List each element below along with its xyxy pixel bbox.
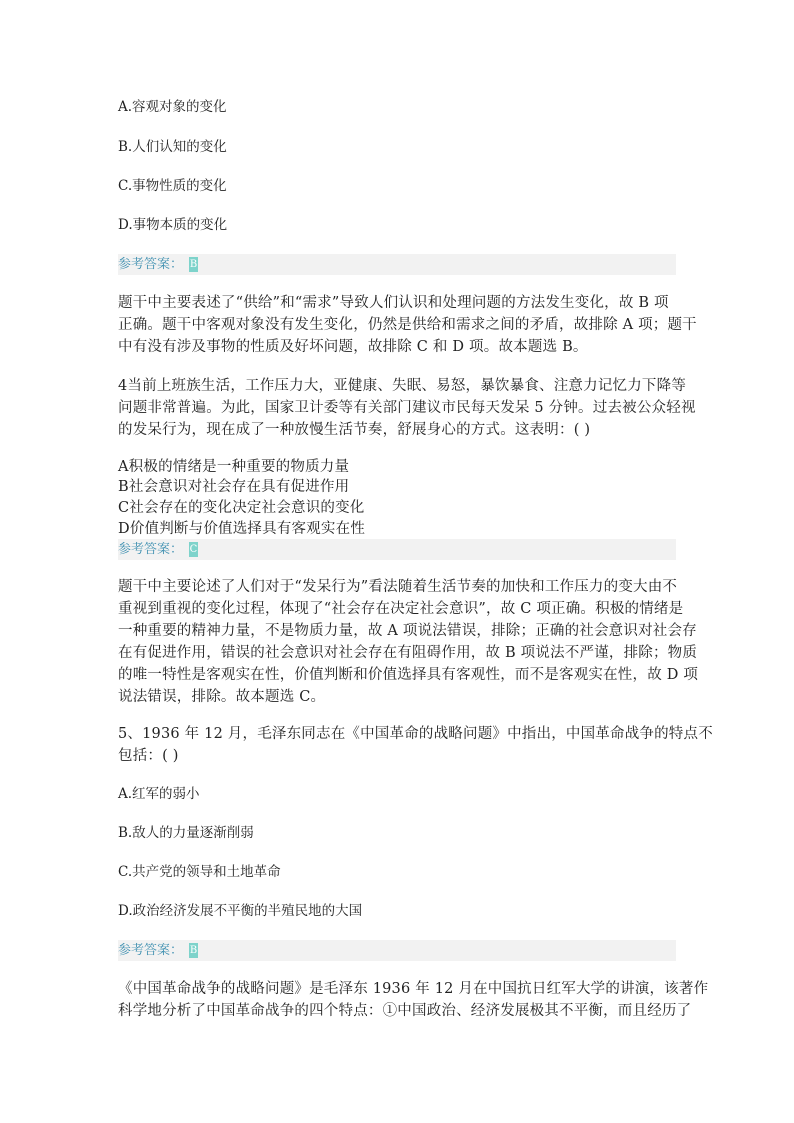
q4-explanation-line: 说法错误，排除。故本题选 C。 [118, 689, 326, 705]
answer-label: 参考答案： [118, 542, 184, 557]
q4-explanation-line: 重视到重视的变化过程，体现了“社会存在决定社会意识”，故 C 项正确。积极的情绪是 [118, 601, 684, 617]
answer-key: B [189, 945, 198, 956]
q3-option-d: D.事物本质的变化 [118, 217, 228, 233]
q5-stem-line: 包括：( ) [118, 748, 179, 764]
q3-option-a: A.容观对象的变化 [118, 99, 227, 115]
q5-option-d: D.政治经济发展不平衡的半殖民地的大国 [118, 903, 363, 919]
answer-label: 参考答案： [118, 943, 184, 958]
q4-explanation-line: 在有促进作用，错误的社会意识对社会存在有阻碍作用，故 B 项说法不严谨，排除；物质 [118, 645, 698, 661]
q4-option-d: D价值判断与价值选择具有客观实在性 [118, 521, 366, 537]
q4-answer-bar [118, 539, 676, 560]
q3-option-c: C.事物性质的变化 [118, 178, 227, 194]
q4-explanation-line: 题干中主要论述了人们对于“发呆行为”看法随着生活节奏的加快和工作压力的变大由不 [118, 579, 678, 595]
q3-answer-bar [118, 254, 676, 275]
q5-answer-bar [118, 940, 676, 961]
q4-explanation-line: 的唯一特性是客观实在性，价值判断和价值选择具有客观性，而不是客观实在性，故 D 项 [118, 667, 699, 683]
q4-stem-line: 4当前上班族生活，工作压力大，亚健康、失眠、易怒，暴饮暴食、注意力记忆力下降等 [118, 378, 687, 394]
q3-explanation-line: 正确。题干中客观对象没有发生变化，仍然是供给和需求之间的矛盾，故排除 A 项；题干 [118, 317, 697, 333]
answer-label: 参考答案： [118, 257, 184, 272]
q4-explanation-line: 一种重要的精神力量，不是物质力量，故 A 项说法错误，排除；正确的社会意识对社会存 [118, 623, 697, 639]
q5-stem-line: 5、1936 年 12 月，毛泽东同志在《中国革命的战略问题》中指出，中国革命战争的特点不 [118, 726, 713, 742]
q5-option-a: A.红军的弱小 [118, 786, 200, 802]
q4-option-c: C社会存在的变化决定社会意识的变化 [118, 500, 365, 516]
q5-option-b: B.敌人的力量逐渐削弱 [118, 825, 254, 841]
q3-explanation-line: 题干中主要表述了“供给”和“需求”导致人们认识和处理问题的方法发生变化，故 B 项 [118, 295, 669, 311]
answer-key: B [189, 259, 198, 270]
answer-key: C [189, 544, 198, 555]
q4-option-a: A积极的情绪是一种重要的物质力量 [118, 459, 350, 475]
q3-option-b: B.人们认知的变化 [118, 139, 227, 155]
q4-stem-line: 问题非常普遍。为此，国家卫计委等有关部门建议市民每天发呆 5 分钟。过去被公众轻视 [118, 400, 696, 416]
q5-option-c: C.共产党的领导和土地革命 [118, 864, 281, 880]
q4-option-b: B社会意识对社会存在具有促进作用 [118, 479, 350, 495]
q5-explanation-line: 科学地分析了中国革命战争的四个特点：①中国政治、经济发展极其不平衡，而且经历了 [118, 1003, 692, 1019]
q4-stem-line: 的发呆行为，现在成了一种放慢生活节奏，舒展身心的方式。这表明：( ) [118, 422, 591, 438]
q5-explanation-line: 《中国革命战争的战略问题》是毛泽东 1936 年 12 月在中国抗日红军大学的讲演，该著作 [118, 981, 709, 997]
q3-explanation-line: 中有没有涉及事物的性质及好坏问题，故排除 C 和 D 项。故本题选 B。 [118, 339, 588, 355]
